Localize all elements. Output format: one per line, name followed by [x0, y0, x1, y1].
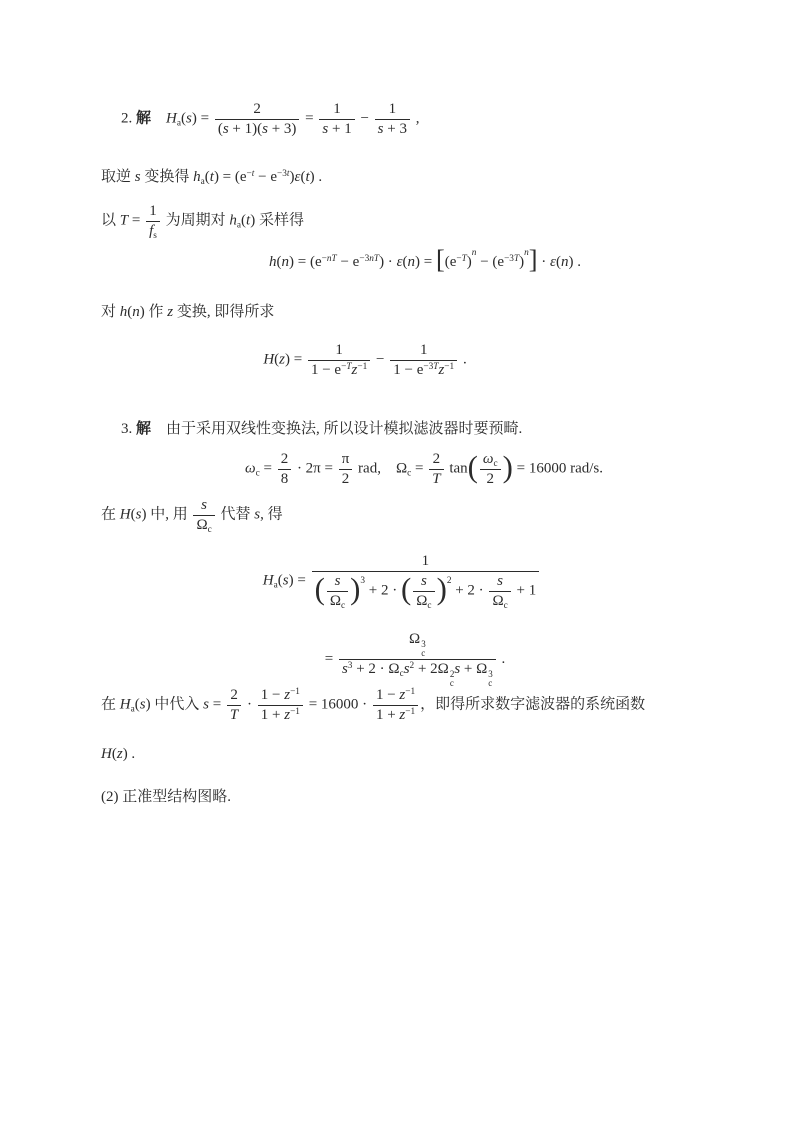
problem-3-solution-line: 3. 解 由于采用双线性变换法, 所以设计模拟滤波器时要预畸.: [121, 421, 523, 437]
z-transform-line: 对 h(n) 作 z 变换, 即得所求: [101, 304, 275, 320]
equation-prewarp-frequencies-body: $\omega_c$ = $\frac{2}{8}$ · 2π = $\frac{\pi}{2}$ rad, $\Omega_c$ = $\frac{2}{T}$ tan( $\frac{\omega_c}{2}$ ) = 16000 rad/s.: [244, 450, 603, 487]
inverse-laplace-line: 取逆 s 变换得 $h_a(t) = (e^{-t} - e^{-3t})\varepsilon(t)$ .: [101, 168, 323, 187]
equation-H-z-result: H(z) .: [101, 746, 136, 762]
item-2-canonical-structure-line: (2) 正准型结构图略.: [101, 789, 231, 805]
equation-Ha-s-expanded: [0, 630, 794, 689]
equation-prewarp-frequencies: [0, 450, 794, 489]
equation-H-z: [0, 341, 794, 380]
problem-2-solution-line: 2. 解 $H_a(s)$ = $\frac{2}{(s + 1)(s + 3)}$ = $\frac{1}{s + 1}$ − $\frac{1}{s + 3}$ ,: [121, 101, 420, 137]
equation-h-n-body: $h(n) = (e^{-nT} - e^{-3nT}) \cdot \varepsilon(n) = [(e^{-T})^n - (e^{-3T})^n] \cdot \varepsilon(n)$ .: [269, 245, 581, 275]
equation-h-n: [0, 245, 794, 275]
equation-Ha-s-expanded-body: = Ω 3 c $s^3 + 2 \cdot \Omega_cs^2 + 2\Omega$ 2 c s + Ω 3 c .: [324, 631, 506, 689]
sampling-period-line: 以 T = $\frac{1}{f_s}$ 为周期对 $h_a(t)$ 采样得: [101, 203, 304, 241]
equation-Ha-s-normalized: [0, 552, 794, 610]
equation-H-z-body: H(z) = $\frac{1}{1 - e^{-T}z^{-1}}$ − $\frac{1}{1 - e^{-3T}z^{-1}}$ .: [263, 342, 467, 378]
equation-Ha-s-normalized-body: $H_a(s)$ = 1 ( $\frac{s}{\Omega_c}$ )$^3$ + 2 · ( $\frac{s}{\Omega_c}$ )$^2$ + 2 · $\frac{s}{\Omega_c}$ + 1: [263, 552, 541, 610]
substitute-s-line: 在 H(s) 中, 用 $\frac{s}{\Omega_c}$ 代替 s, 得: [101, 497, 283, 535]
bilinear-substitution-line: 在 $H_a(s)$ 中代入 s = $\frac{2}{T}$ · $\frac{1 - z^{-1}}{1 + z^{-1}}$ = 16000 · $\frac{1 - z^{-1}}{1 + z^{-1}}$ ，即得所求数字滤波器的系统函数: [101, 686, 646, 723]
